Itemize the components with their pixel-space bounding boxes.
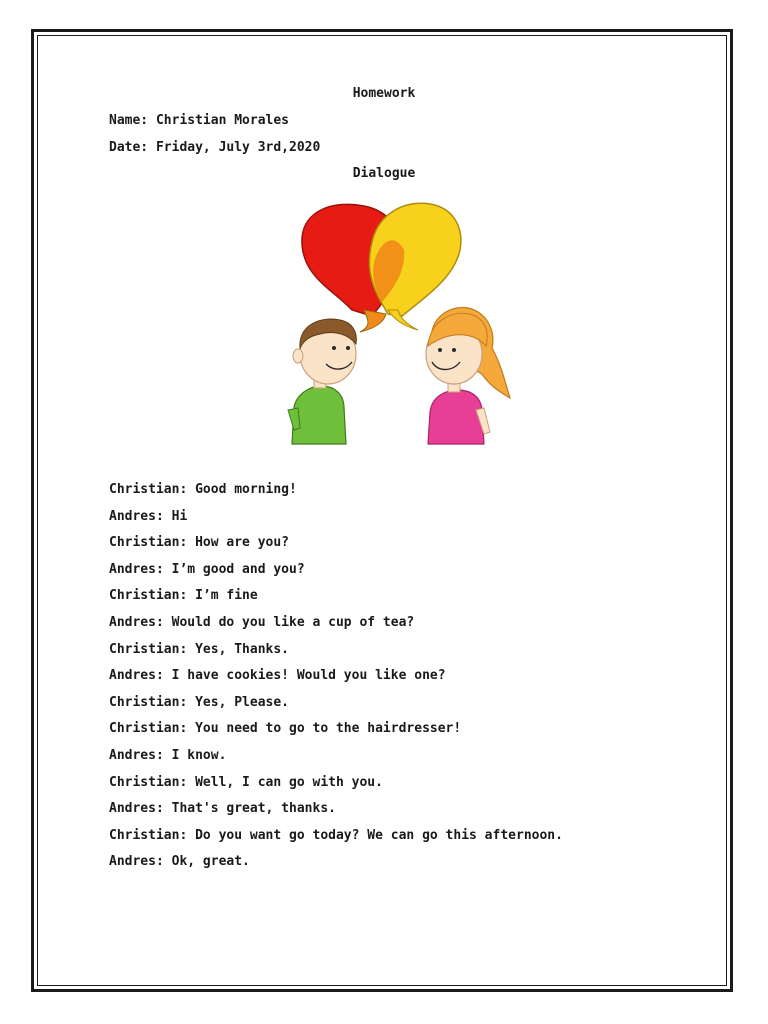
dialogue-line: Christian: Yes, Please.: [109, 694, 290, 710]
dialogue-line: Andres: I’m good and you?: [109, 561, 305, 577]
dialogue-line: Christian: Yes, Thanks.: [109, 641, 290, 657]
dialogue-line: Christian: How are you?: [109, 535, 290, 551]
section-heading: Dialogue: [352, 166, 416, 181]
date-line: Date: Friday, July 3rd,2020: [109, 140, 321, 155]
dialogue-line: Christian: Do you want go today? We can go this afternoon.: [109, 827, 563, 843]
boy-figure: [288, 319, 356, 444]
dialogue-line: Christian: Well, I can go with you.: [109, 774, 383, 790]
dialogue-line: Andres: I have cookies! Would you like one?: [109, 668, 446, 684]
name-line: Name: Christian Morales: [109, 113, 290, 128]
dialogue-list: [109, 482, 563, 881]
dialogue-line: Christian: I’m fine: [109, 588, 258, 604]
kids-talking-illustration: [264, 198, 536, 448]
dialogue-line: Andres: Would do you like a cup of tea?: [109, 614, 415, 630]
girl-figure: [426, 307, 510, 444]
dialogue-line: Christian: Good morning!: [109, 482, 297, 497]
dialogue-line: Andres: I know.: [109, 747, 227, 763]
dialogue-line: Andres: Hi: [109, 508, 188, 524]
dialogue-line: Andres: Ok, great.: [109, 854, 250, 870]
dialogue-line: Christian: You need to go to the hairdresser!: [109, 721, 462, 737]
document-title: Homework: [352, 86, 416, 101]
dialogue-line: Andres: That's great, thanks.: [109, 801, 336, 817]
